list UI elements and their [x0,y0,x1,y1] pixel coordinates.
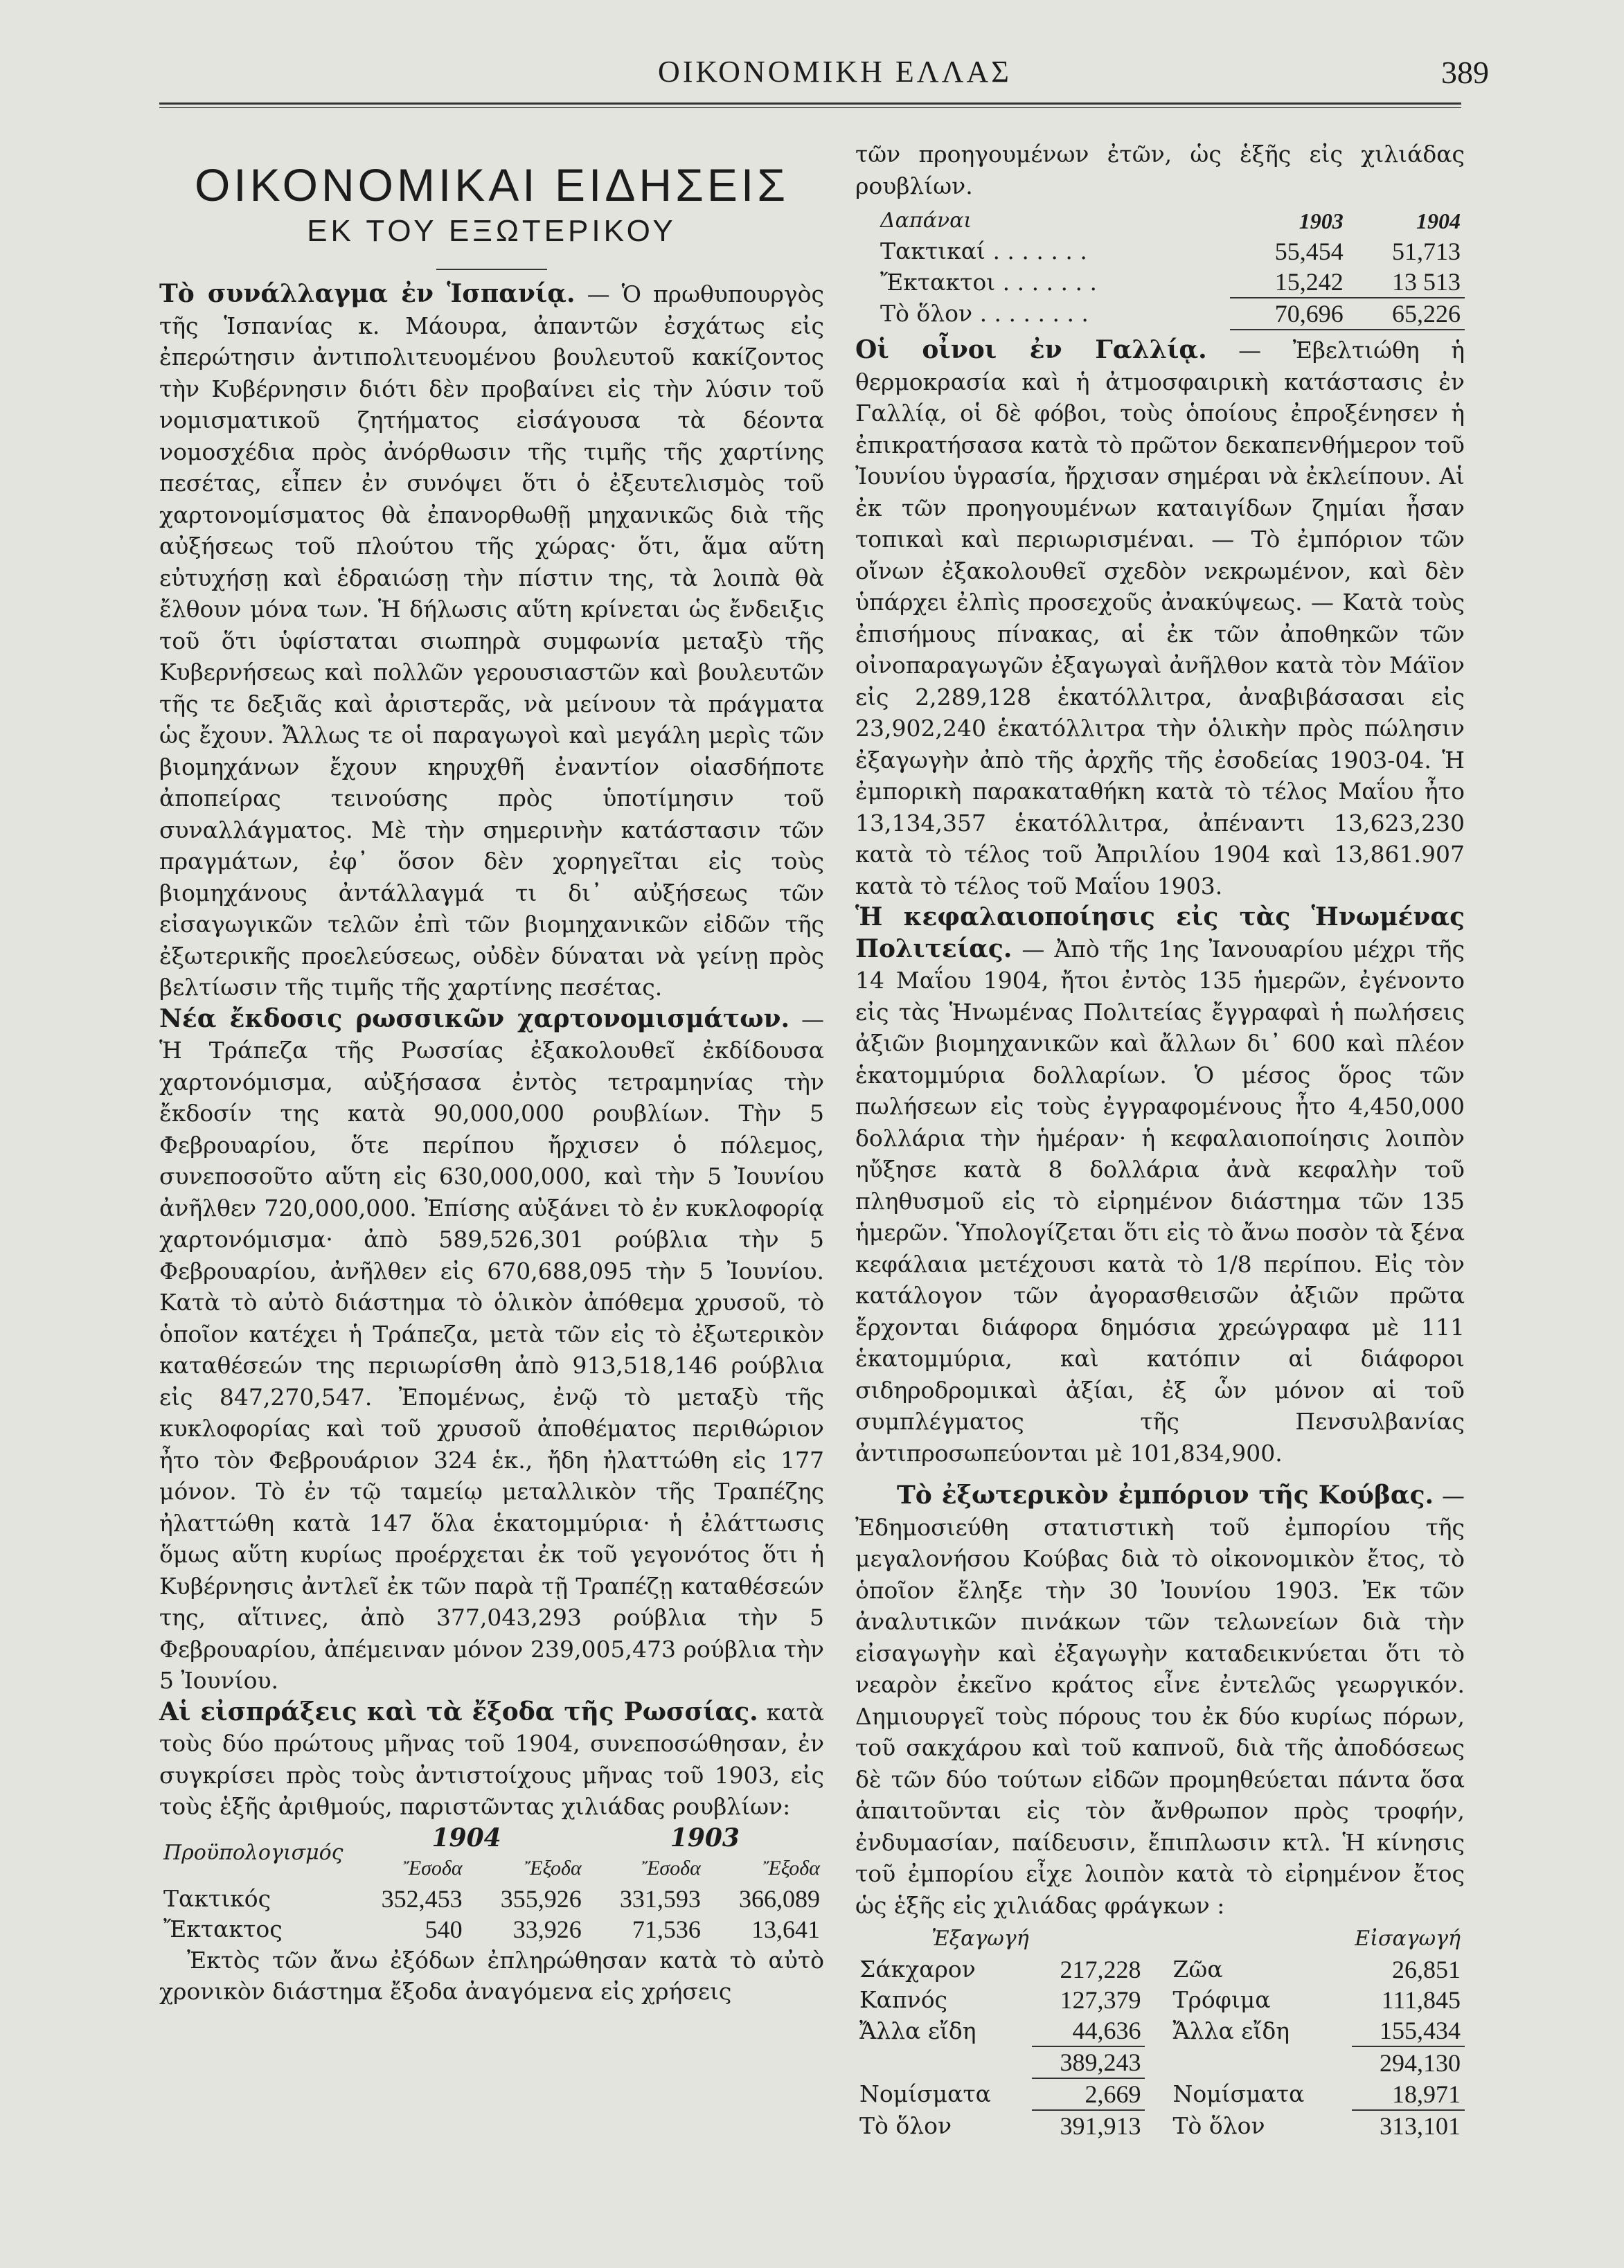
table-cell: 366,089 [739,1884,820,1913]
row-label: Τακτικαί . . . . . . . [880,238,1087,265]
article-title-russia: Αἱ εἰσπράξεις καὶ τὰ ἔξοδα τῆς Ρωσσίας. [159,1697,758,1726]
table-cell: 352,453 [381,1884,463,1913]
table-cell: 355,926 [500,1884,582,1913]
table-header: Ἔξοδα [763,1856,820,1879]
table-cell: 389,243 [1032,2046,1145,2078]
article-wine [855,334,1465,902]
row-label: Τὸ ὅλον [859,2111,952,2139]
table-cell: 44,636 [1032,2015,1145,2046]
table-row [855,2015,1465,2046]
row-label: Ἄλλα εἴδη [859,2017,976,2044]
row-label: Ζῶα [1172,1956,1223,1983]
table-cell: 55,454 [1274,238,1344,265]
table-row [855,2078,1465,2110]
table-cell: 15,242 [1230,267,1347,298]
article-text-ruble: — Ἡ Τράπεζα τῆς Ρωσσίας ἐξακολουθεῖ ἐκδίδουσα χαρτονόμισμα, αὐξήσασα ἐντὸς τετραμηνίας τὴν ἔκδοσίν της κατὰ 90,000,000 ρουβλίων. Τὴν 5 Φεβρουαρίου, ὅτε περίπου ἤρχισεν ὁ πόλεμος, συνεποσοῦτο αὕτη εἰς 630,000,000, καὶ τὴν 5 Ἰουνίου ἀνῆλθεν 720,000,000. Ἐπίσης αὐξάνει τὸ ἐν κυκλοφορίᾳ χαρτονόμισμα· ἀπὸ 589,526,301 ρούβλια τὴν 5 Φεβρουαρίου, ἀνῆλθεν εἰς 670,688,095 τὴν 5 Ἰουνίου. Κατὰ τὸ αὐτὸ διάστημα τὸ ὁλικὸν ἀπόθεμα χρυσοῦ, τὸ ὁποῖον κατέχει ἡ Τράπεζα, μετὰ τῶν εἰς τὸ ἐξωτερικὸν καταθέσεών της περιωρίσθη ἀπὸ 913,518,146 ρούβλια εἰς 847,270,547. Ἐπομένως, ἐνῷ τὸ μεταξὺ τῆς κυκλοφορίας καὶ τοῦ χρυσοῦ ἀποθέματος περιθώριον ἦτο τὸν Φεβρουάριον 324 ἑκ., ἤδη ἠλαττώθη εἰς 177 μόνον. Τὸ ἐν τῷ ταμείῳ μεταλλικὸν τῆς Τραπέζης ἠλαττώθη κατὰ 147 ὅλα ἑκατομμύρια· ἡ ἐλάττωσις ὅμως αὕτη κυρίως προέρχεται ἐκ τοῦ γεγονότος ὅτι ἡ Κυβέρνησις ἀντλεῖ ἐκ τῶν παρὰ τῇ Τραπέζῃ καταθέσεών της, αἵτινες, ἀπὸ 377,043,293 ρούβλια τὴν 5 Φεβρουαρίου, ἀπέμειναν μόνον 239,005,473 ρούβλια τὴν 5 Ἰουνίου. [159,1005,824,1694]
row-label: Καπνός [859,1986,948,2013]
table-cell: 111,845 [1381,1986,1461,2014]
running-title: ΟΙΚΟΝΟΜΙΚΗ ΕΛΛΑΣ [658,55,1012,89]
table-cell: 313,101 [1380,2112,1461,2140]
table-cell: 71,536 [632,1915,701,1943]
row-label: Τρόφιμα [1172,1986,1271,2013]
table-row [855,298,1465,330]
section-divider [436,269,547,270]
table-row [855,1954,1465,1985]
table-cell: 13 513 [1348,267,1465,298]
table-row [855,1985,1465,2015]
article-text-cuba: — Ἐδημοσιεύθη στατιστικὴ τοῦ ἐμπορίου τῆς μεγαλονήσου Κούβας διὰ τὸ οἰκονομικὸν ἔτος, τὸ ὁποῖον ἔληξε τὴν 30 Ἰουνίου 1903. Ἐκ τῶν ἀναλυτικῶν πινάκων τῶν τελωνείων διὰ τὴν εἰσαγωγὴν καὶ ἐξαγωγὴν καταδεικνύεται ὅτι τὸ νεαρὸν ἐκεῖνο κράτος εἶνε ἐντελῶς γεωργικόν. Δημιουργεῖ τοὺς πόρους του ἐκ δύο κυρίως πόρων, τοῦ σακχάρου καὶ τοῦ καπνοῦ, διὰ τῆς ἀποδόσεως δὲ τῶν δύο τούτων εἰδῶν προμηθεύεται πάντα ὅσα ἀπαιτοῦνται εἰς τὸν ἄνθρωπον πρὸς τροφήν, ἐνδυμασίαν, παίδευσιν, ἔπιπλωσιν κτλ. Ἡ κίνησις τοῦ ἐμπορίου εἶχε λοιπὸν κατὰ τὸ εἰρημένον ἔτος ὡς ἑξῆς εἰς χιλιάδας φράγκων : [855,1482,1465,1919]
table-cell: 217,228 [1060,1956,1141,1983]
cuba-trade-table [855,1924,1465,2141]
article-spain [159,278,824,1003]
table-header: Ἔσοδα [641,1856,701,1879]
running-head [159,54,1544,96]
article-title-us: Ἡ κεφαλαιοποίησις εἰς τὰς Ἡνωμένας Πολιτείας. [855,902,1465,963]
header-rule [159,102,1461,108]
article-title-spain: Τὸ συνάλλαγμα ἐν Ἱσπανίᾳ. [159,279,575,308]
article-russia [159,1697,824,1823]
table-cell: 13,641 [751,1915,820,1943]
right-column [855,139,1465,2141]
row-label: Νομίσματα [859,2080,991,2107]
table-row [855,267,1465,298]
table-row [159,1914,824,1945]
table-header: Ἐξαγωγή [931,1927,1029,1951]
table-cell: 331,593 [619,1884,701,1913]
row-label: Νομίσματα [1172,2080,1305,2107]
table-cell: 294,130 [1380,2048,1461,2077]
article-russia-continued: Ἐκτὸς τῶν ἄνω ἐξόδων ἐπληρώθησαν κατὰ τὸ αὐτὸ χρονικὸν διάστημα ἔξοδα ἀναγόμενα εἰς χρήσεις [159,1946,824,2005]
article-text-wine: — Ἐβελτιώθη ἡ θερμοκρασία καὶ ἡ ἀτμοσφαιρικὴ κατάστασις ἐν Γαλλίᾳ, οἱ δὲ φόβοι, τοὺς ὁποίους ἐπροξένησεν ἡ ἐπικρατήσασα κατὰ τὸ πρῶτον δεκαπενθήμερον τοῦ Ἰουνίου ὑγρασία, ἤρχισαν σημέραι νὰ ἐκλείπουν. Αἱ ἐκ τῶν προηγουμένων καταιγίδων ζημίαι ἦσαν τοπικαὶ καὶ περιωρισμέναι. — Τὸ ἐμπόριον τῶν οἴνων ἐξακολουθεῖ σχεδὸν νεκρωμένον, καὶ δὲν ὑπάρχει ἐλπὶς προσεχοῦς ἀνακύψεως. — Κατὰ τοὺς ἐπισήμους πίνακας, αἱ ἐκ τῶν ἀποθηκῶν τῶν οἰνοπαραγωγῶν ἐξαγωγαὶ ἀνῆλθον κατὰ τὸν Μάϊον εἰς 2,289,128 ἑκατόλλιτρα, ἀναβιβάσασαι εἰς 23,902,240 ἑκατόλλιτρα τὴν ὁλικὴν πρὸς πώλησιν ἐξαγωγὴν ἀπὸ τῆς ἀρχῆς τῆς ἐσοδείας 1903-04. Ἡ ἐμπορικὴ παρακαταθήκη κατὰ τὸ τέλος Μαΐου ἦτο 13,134,357 ἑκατόλλιτρα, ἀπέναντι 13,623,230 κατὰ τὸ τέλος τοῦ Ἀπριλίου 1904 καὶ 13,861.907 κατὰ τὸ τέλος τοῦ Μαΐου 1903. [855,337,1465,900]
table-row [855,236,1465,267]
left-column [159,145,824,2008]
article-ruble [159,1003,824,1697]
table-cell: 70,696 [1230,298,1347,330]
table-header: 1904 [431,1823,501,1852]
table-cell: 65,226 [1348,298,1465,330]
table-header: 1903 [670,1823,740,1852]
article-title-ruble: Νέα ἔκδοσις ρωσσικῶν χαρτονομισμάτων. [159,1003,790,1033]
table-header: Εἰσαγωγή [1355,1927,1461,1951]
article-russia-tail: τῶν προηγουμένων ἐτῶν, ὡς ἑξῆς εἰς χιλιάδας ρουβλίων. [855,141,1465,199]
article-us [855,902,1465,1469]
row-label: Ἄλλα εἴδη [1172,2017,1290,2044]
table-cell: 391,913 [1060,2112,1141,2140]
table-cell: 540 [425,1915,463,1943]
row-label: Τακτικός [163,1884,271,1912]
table-cell: 18,971 [1352,2078,1465,2110]
article-text-russia: κατὰ τοὺς δύο πρώτους μῆνας τοῦ 1904, συνεποσώθησαν, ἐν συγκρίσει πρὸς τοὺς ἀντιστοίχους μῆνας τοῦ 1903, εἰς τοὺς ἑξῆς ἀριθμούς, παριστῶντας χιλιάδας ρουβλίων: [159,1698,825,1820]
table-header: Προϋπολογισμός [163,1840,343,1865]
article-title-wine: Οἱ οἶνοι ἐν Γαλλίᾳ. [855,335,1207,364]
article-text-spain: — Ὁ πρωθυπουργὸς τῆς Ἱσπανίας κ. Μάουρα, ἀπαντῶν ἐσχάτως εἰς ἐπερώτησιν ἀντιπολιτευομένου βουλευτοῦ κακίζοντος τὴν Κυβέρνησιν διότι δὲν προβαίνει εἰς τὴν λύσιν τοῦ νομισματικοῦ ζητήματος εἰσάγουσα τὰ δέοντα νομοσχέδια πρὸς ἀνόρθωσιν τῆς τιμῆς τῆς χαρτίνης πεσέτας, εἶπεν ἐν συνόψει ὅτι ὁ ἐξευτελισμὸς τοῦ χαρτονομίσματος θὰ ἐπανορθωθῇ μηχανικῶς διὰ τῆς αὐξήσεως τοῦ πλούτου τῆς χώρας· ὅτι, ἅμα αὕτη εὐτυχήσῃ καὶ ἑδραιώσῃ τὴν πίστιν της, τὰ λοιπὰ θὰ ἔλθουν μόνα των. Ἡ δήλωσις αὕτη κρίνεται ὡς ἔνδειξις τοῦ ὅτι ὑφίσταται σιωπηρὰ συμφωνία μεταξὺ τῆς Κυβερνήσεως καὶ πολλῶν γερουσιαστῶν καὶ βουλευτῶν τῆς τε δεξιᾶς καὶ ἀριστερᾶς, νὰ μείνουν τὰ πράγματα ὡς ἔχουν. Ἄλλως τε οἱ παραγωγοὶ καὶ μεγάλη μερὶς τῶν βιομηχάνων ἔχουν κηρυχθῆ ἐναντίον οἱασδήποτε ἀποπείρας τεινούσης πρὸς ὑποτίμησιν τοῦ συναλλάγματος. Μὲ τὴν σημερινὴν κατάστασιν τῶν πραγμάτων, ἐφ᾽ ὅσον δὲν χορηγεῖται εἰς τοὺς βιομηχάνους ἀντάλλαγμά τι δι᾽ αὐξήσεως τῶν εἰσαγωγικῶν τελῶν ἐπὶ τῶν βιομηχανικῶν εἰδῶν τῆς ἐξωτερικῆς προελεύσεως, οὐδὲν δύναται νὰ γείνῃ πρὸς βελτίωσιν τῆς τιμῆς τῆς χαρτίνης πεσέτας. [159,280,824,1001]
article-text-us: — Ἀπὸ τῆς 1ης Ἰανουαρίου μέχρι τῆς 14 Μαΐου 1904, ἤτοι ἐντὸς 135 ἡμερῶν, ἐγένοντο εἰς τὰς Ἡνωμένας Πολιτείας ἔγγραφαὶ ἡ πωλήσεις ἀξιῶν βιομηχανικῶν καὶ ἄλλων δι᾽ 600 καὶ πλέον ἑκατομμύρια δολλαρίων. Ὁ μέσος ὅρος τῶν πωλήσεων εἰς τοὺς ἐγγραφομένους ἦτο 4,450,000 δολλάρια τὴν ἡμέραν· ἡ κεφαλαιοποίησις λοιπὸν ηὔξησε κατὰ 8 δολλάρια ἀνὰ κεφαλὴν τοῦ πληθυσμοῦ εἰς τὸ εἰρημένον διάστημα τῶν 135 ἡμερῶν. Ὑπολογίζεται ὅτι εἰς τὸ ἄνω ποσὸν τὰ ξένα κεφάλαια μετέχουσι κατὰ τὸ 1/8 περίπου. Εἰς τὸν κατάλογον τῶν ἀγορασθεισῶν ἀξιῶν πρῶτα ἔρχονται διάφορα δημόσια χρεώγραφα μὲ 111 ἑκατομμύρια, καὶ κατόπιν αἱ διάφοροι σιδηροδρομικαὶ ἀξίαι, ἐξ ὧν μόνον αἱ τοῦ συμπλέγματος τῆς Πενσυλβανίας ἀντιπροσωπεύονται μὲ 101,834,900. [855,935,1465,1467]
table-header: Δαπάναι [880,208,972,233]
row-label: Τὸ ὅλον [1172,2111,1265,2139]
table-cell: 51,713 [1392,238,1461,265]
table-cell: 127,379 [1060,1986,1141,2014]
table-cell: 2,669 [1032,2078,1145,2110]
table-cell: 155,434 [1352,2015,1465,2046]
table-header: Ἔσοδα [403,1856,463,1879]
table-row [855,2046,1465,2078]
table-cell: 33,926 [512,1915,582,1943]
table-row [855,2110,1465,2141]
row-label: Τὸ ὅλον . . . . . . . . [880,300,1089,327]
article-cuba [855,1480,1465,1921]
russia-budget-table [159,1823,824,1945]
page-number: 389 [1441,55,1489,90]
section-subtitle: ΕΚ ΤΟΥ ΕΞΩΤΕΡΙΚΟΥ [307,214,677,248]
row-label: Ἔκτακτοι . . . . . . . [880,268,1097,296]
table-cell: 26,851 [1392,1956,1461,1983]
section-title: ΟΙΚΟΝΟΜΙΚΑΙ ΕΙΔΗΣΕΙΣ [194,159,789,211]
row-label: Σάκχαρον [859,1956,976,1983]
table-row [159,1884,824,1914]
russia-expenses-table [855,206,1465,330]
table-header: Ἔξοδα [524,1856,582,1879]
table-header: 1904 [1416,208,1461,233]
table-header: 1903 [1299,208,1344,233]
article-title-cuba: Τὸ ἐξωτερικὸν ἐμπόριον τῆς Κούβας. [897,1481,1434,1510]
row-label: Ἔκτακτος [163,1915,283,1943]
